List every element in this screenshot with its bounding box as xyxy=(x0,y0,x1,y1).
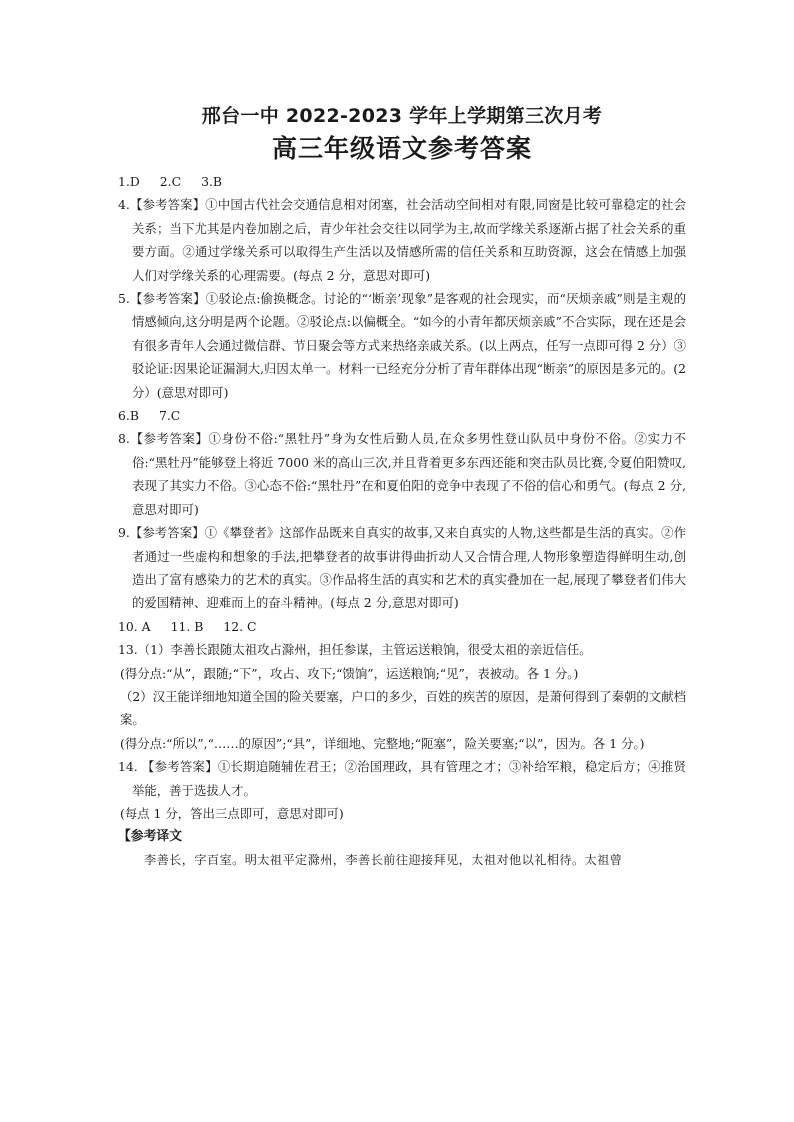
answer-1: 1.D xyxy=(118,174,140,189)
answer-6: 6.B xyxy=(118,408,139,424)
answer-8: 8.【参考答案】①身份不俗:“黑牡丹”身为女性后勤人员,在众多男性登山队员中身份不俗。②实力不俗:“黑牡丹”能够登上将近 7000 米的高山三次,并且背着更多东西还能和突击队员比赛,令夏伯阳赞叹,表现了其实力不俗。③心态不俗:“黑牡丹”在和夏伯阳的竞争中表现了不俗的信心和勇气。(每点 2 分,意思对即可) xyxy=(118,431,686,517)
answer-13-2-score: (得分点:“所以”,“……的原因”;“具”，详细地、完整地;“阨塞”，险关要塞;“以”，因为。各 1 分。) xyxy=(120,735,645,751)
answer-3: 3.B xyxy=(201,174,223,189)
answers-6-7 xyxy=(118,404,686,427)
answer-13-1-score: (得分点:“从”，跟随;“下”，攻占、攻下;“馈饷”，运送粮饷;“见”，表被动。各 1 分。) xyxy=(120,665,579,681)
answer-10: 10. A xyxy=(118,618,151,634)
answer-14: 14. 【参考答案】①长期追随辅佐君王；②治国理政，具有管理之才；③补给军粮，稳定后方；④推贤举能，善于选拔人才。 xyxy=(118,759,686,798)
answer-4: 4.【参考答案】①中国古代社会交通信息相对闭塞，社会活动空间相对有限,同窗是比较可靠稳定的社会关系；当下尤其是内卷加剧之后，青少年社会交往以同学为主,故而学缘关系逐渐占据了社会关系的重要方面。②通过学缘关系可以取得生产生活以及情感所需的信任关系和互助资源，这会在情感上加强人们对学缘关系的心理需要。(每点 2 分，意思对即可) xyxy=(118,197,686,283)
answer-12: 12. C xyxy=(223,618,257,634)
answer-9: 9.【参考答案】①《攀登者》这部作品既来自真实的故事,又来自真实的人物,这些都是生活的真实。②作者通过一些虚构和想象的手法,把攀登者的故事讲得曲折动人又合情合理,人物形象塑造得鲜明生动,创造出了富有感染力的艺术的真实。③作品将生活的真实和艺术的真实叠加在一起,展现了攀登者们伟大的爱国精神、迎难而上的奋斗精神。(每点 2 分,意思对即可) xyxy=(118,525,686,611)
answer-7: 7.C xyxy=(158,408,181,424)
answer-13-1: 13.（1）李善长跟随太祖攻占滁州，担任参谋，主管运送粮饷，很受太祖的亲近信任。 xyxy=(118,642,592,658)
exam-title: 邢台一中 2022-2023 学年上学期第三次月考 xyxy=(201,105,603,127)
answers-1-3 xyxy=(118,170,686,193)
translation-text: 李善长，字百室。明太祖平定滁州，李善长前往迎接拜见，太祖对他以礼相待。太祖曾 xyxy=(144,852,623,867)
answer-11: 11. B xyxy=(170,618,204,634)
answer-2: 2.C xyxy=(159,174,182,189)
answer-key-title: 高三年级语文参考答案 xyxy=(271,134,532,163)
translation-heading: 【参考译文 xyxy=(118,829,182,845)
answer-14-score: (每点 1 分，答出三点即可，意思对即可) xyxy=(120,805,344,821)
answer-5: 5.【参考答案】①驳论点:偷换概念。讨论的“‘断亲’现象”是客观的社会现实，而“厌烦亲戚”则是主观的情感倾向,这分明是两个论题。②驳论点:以偏概全。“如今的小青年都厌烦亲戚”不合实际，现在还是会有很多青年人会通过微信群、节日聚会等方式来热络亲戚关系。(以上两点，任写一点即可得 2 分）③驳论证:因果论证漏洞大,归因太单一。材料一已经充分分析了青年群体出现“断亲”的原因是多元的。(2 分）(意思对即可) xyxy=(118,291,686,400)
answers-10-12 xyxy=(118,615,686,638)
answer-13-2: （2）汉王能详细地知道全国的险关要塞，户口的多少，百姓的疾苦的原因，是萧何得到了秦朝的文献档案。 xyxy=(120,688,686,728)
